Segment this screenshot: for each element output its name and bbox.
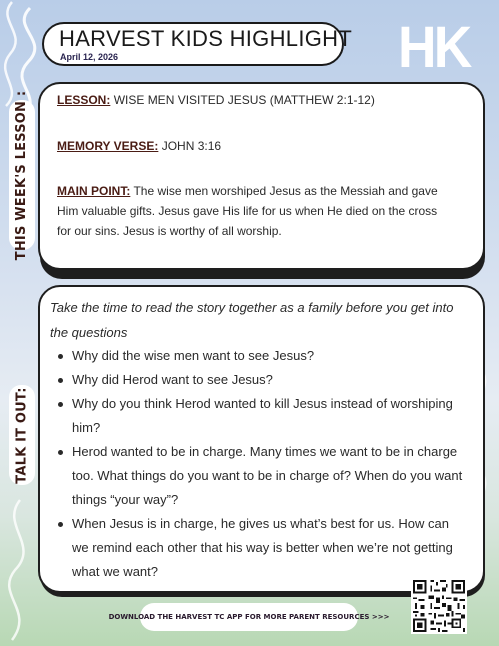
question-item: Herod wanted to be in charge. Many times we want to be in charge too. What things do you want to be in charge of? When do you want things “your way”? bbox=[54, 440, 468, 512]
question-item: Why do you think Herod wanted to kill Jesus instead of worshiping him? bbox=[54, 392, 468, 440]
download-app-button[interactable] bbox=[108, 603, 390, 631]
question-item: When Jesus is in charge, he gives us what’s best for us. How can we remind each other that his way is better when we’re not getting what we want? bbox=[54, 512, 468, 584]
question-list bbox=[54, 344, 468, 584]
talk-tab-label: TALK IT OUT: bbox=[14, 386, 30, 484]
header-title-pill bbox=[42, 22, 353, 66]
lesson-label: LESSON: bbox=[57, 93, 111, 107]
talk-intro: Take the time to read the story together as a family before you get into the questions bbox=[50, 300, 454, 340]
page-date: April 12, 2026 bbox=[60, 52, 119, 62]
question-item: Why did the wise men want to see Jesus? bbox=[54, 344, 468, 368]
memory-verse-value: JOHN 3:16 bbox=[161, 139, 222, 153]
question-item: Why did Herod want to see Jesus? bbox=[54, 368, 468, 392]
lesson-tab-label: THIS WEEK'S LESSON : bbox=[14, 90, 30, 260]
lesson-card bbox=[38, 82, 485, 270]
talk-card bbox=[38, 285, 485, 593]
lesson-line bbox=[57, 90, 375, 110]
main-point-value: The wise men worshiped Jesus as the Messiah and gave Him valuable gifts. Jesus gave His life for us when He died on the cross for our sins. Jesus is worthy of all worship. bbox=[57, 184, 438, 238]
memory-verse-label: MEMORY VERSE: bbox=[57, 139, 159, 153]
lesson-value: WISE MEN VISITED JESUS (MATTHEW 2:1-12) bbox=[113, 93, 375, 107]
talk-side-tab bbox=[9, 385, 35, 485]
main-point-label: MAIN POINT: bbox=[57, 184, 131, 198]
main-point-line bbox=[57, 181, 449, 241]
qr-code-icon[interactable] bbox=[411, 578, 467, 634]
page-title: HARVEST KIDS HIGHLIGHT bbox=[59, 26, 353, 51]
lesson-side-tab bbox=[9, 90, 35, 260]
download-app-label: DOWNLOAD THE HARVEST TC APP FOR MORE PARENT RESOURCES >>> bbox=[108, 613, 390, 621]
memory-verse-line bbox=[57, 136, 221, 156]
hk-logo: HK bbox=[398, 15, 470, 80]
